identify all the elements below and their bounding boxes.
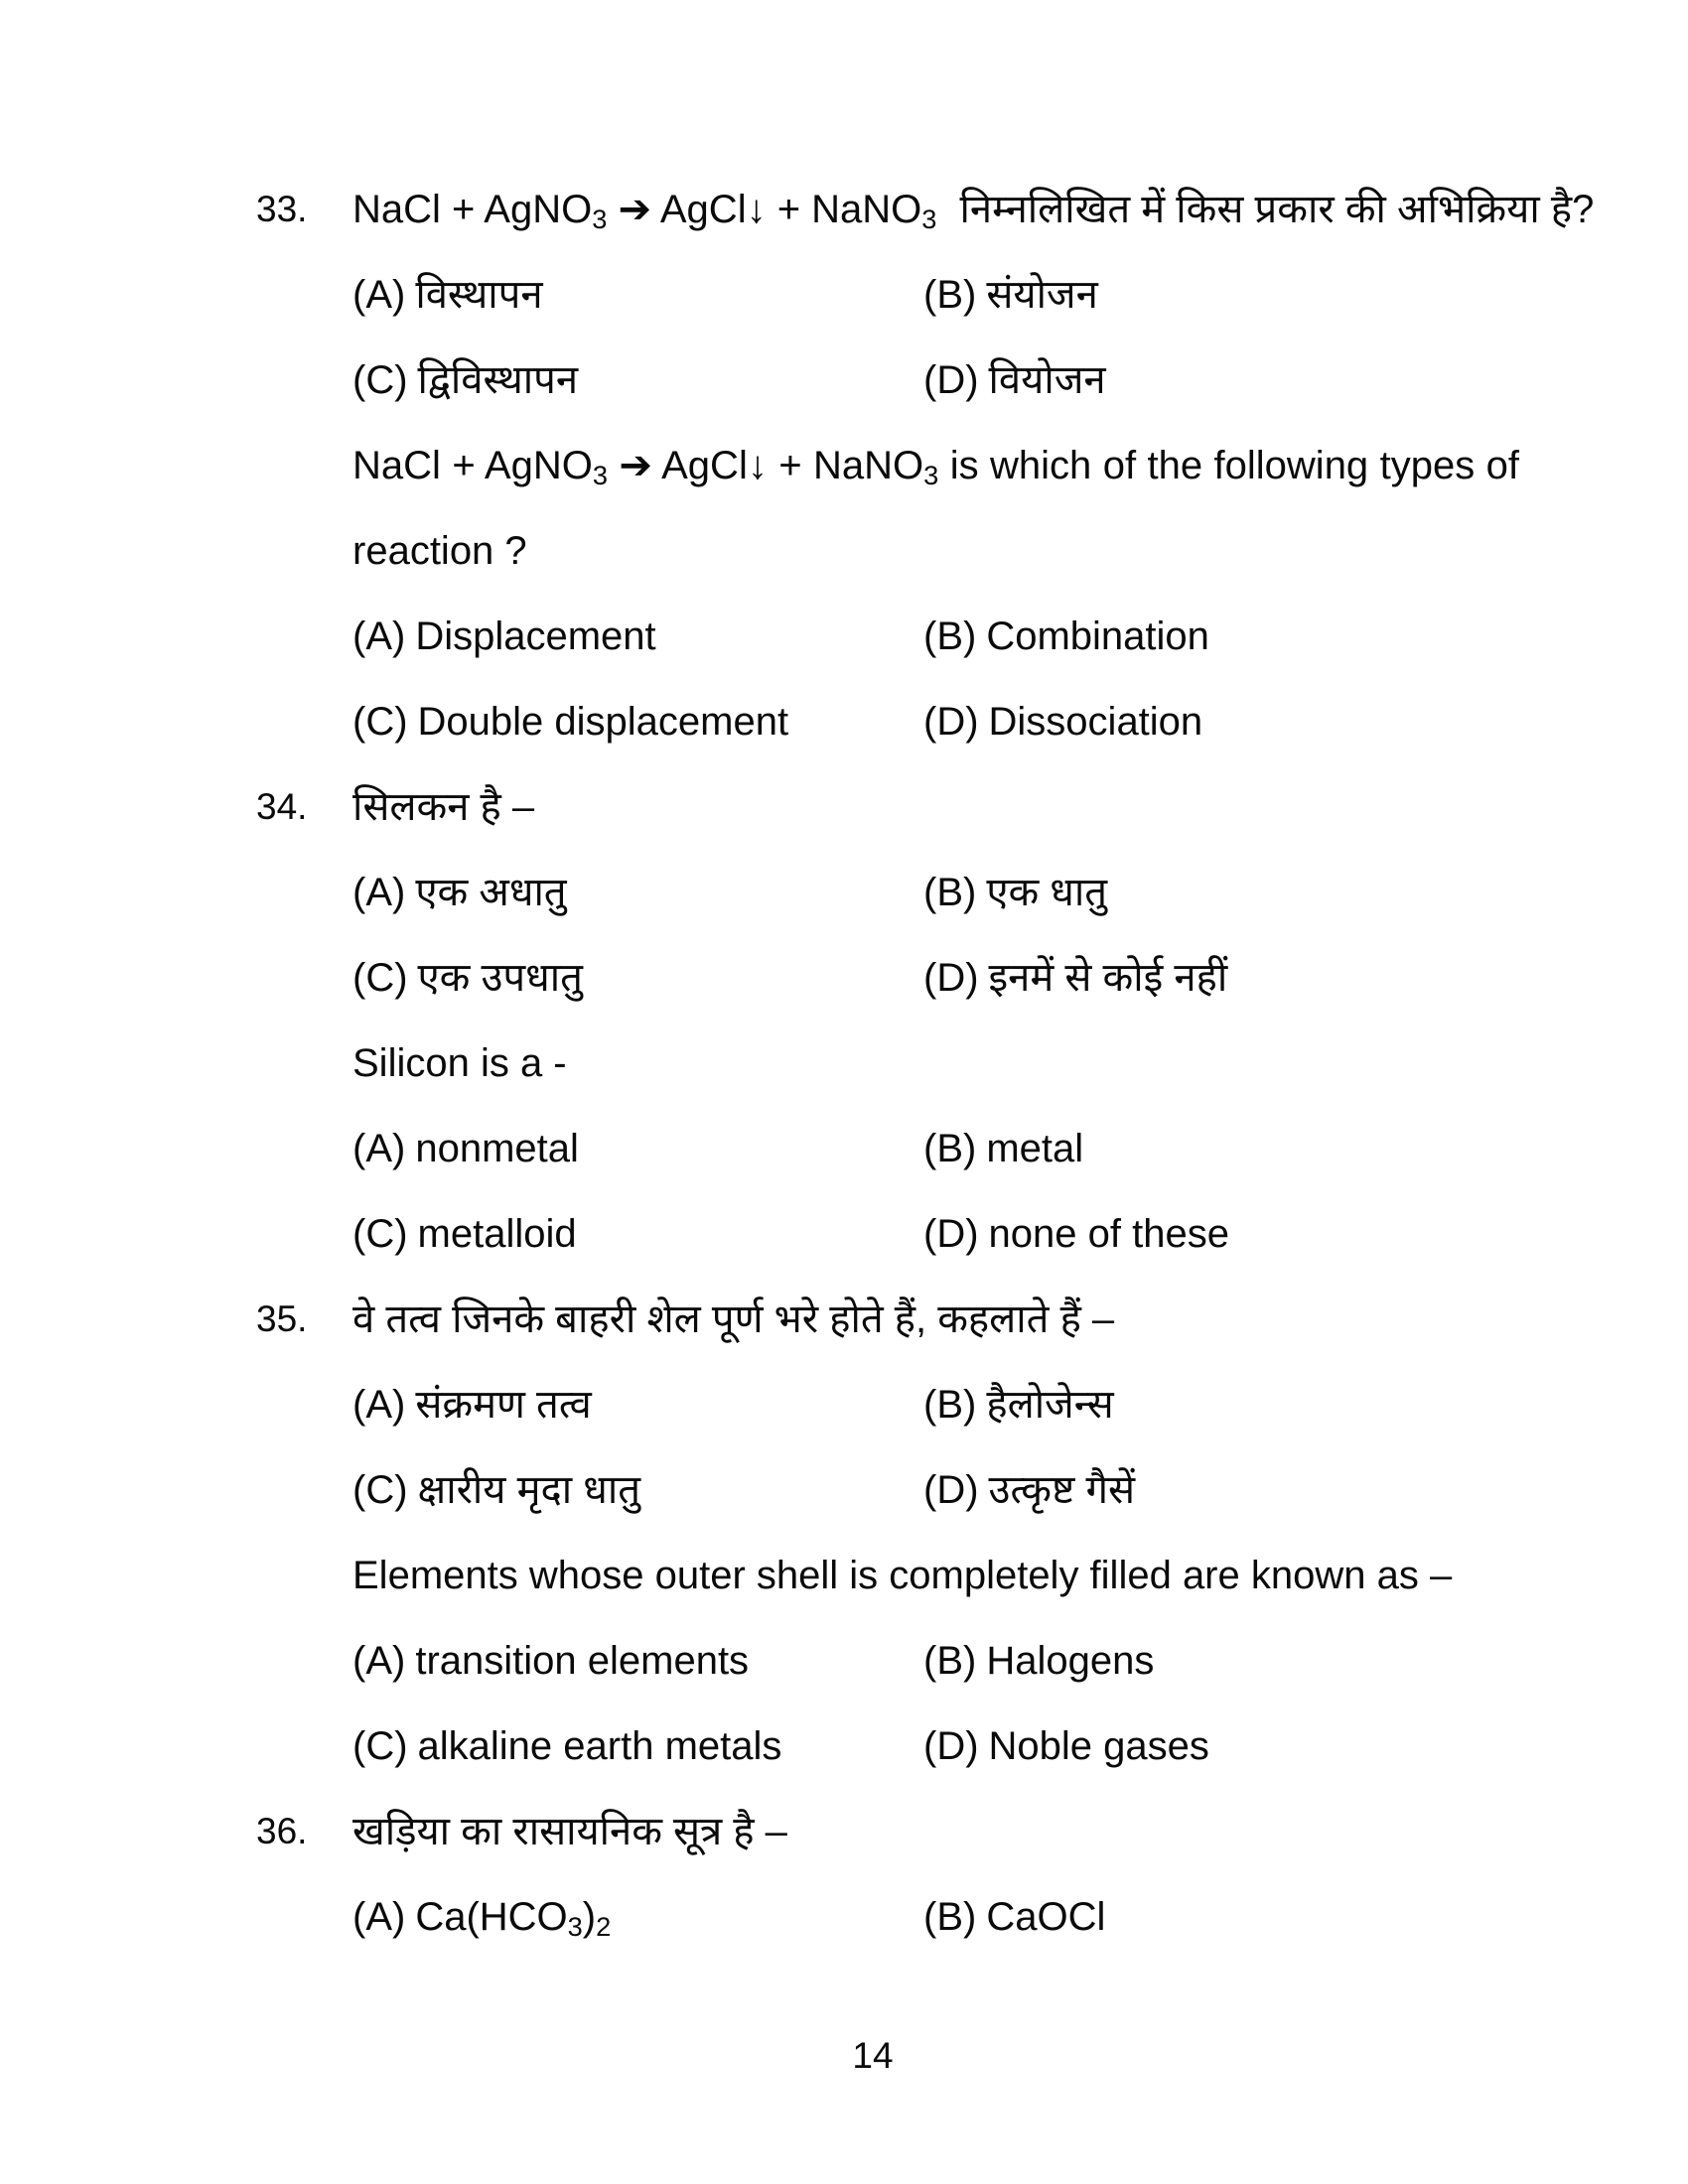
- option-label: (C): [352, 700, 408, 744]
- question-number: 35.: [256, 1298, 308, 1339]
- option-label: (D): [923, 1724, 979, 1768]
- option-label: (C): [352, 1724, 408, 1768]
- option-d-english: [923, 1191, 1519, 1277]
- option-label: (B): [923, 273, 977, 317]
- option-row: [352, 1618, 1519, 1704]
- option-label: (D): [923, 1212, 979, 1256]
- option-d-hindi: [923, 1447, 1519, 1533]
- option-row: [352, 1704, 1519, 1789]
- question-number: 33.: [256, 189, 308, 229]
- option-b-english: [923, 1106, 1519, 1191]
- option-row: [352, 1362, 1519, 1447]
- question-line-english-wrap: [352, 508, 1519, 594]
- option-text: Displacement: [415, 614, 656, 658]
- question-35: [256, 1277, 1519, 1789]
- option-label: (A): [352, 273, 406, 317]
- option-text: द्विविस्थापन: [417, 358, 579, 402]
- question-number: 34.: [256, 786, 308, 827]
- option-c-hindi: [352, 1447, 923, 1533]
- question-36: [256, 1789, 1519, 1960]
- option-text: Double displacement: [417, 700, 789, 744]
- option-label: (A): [352, 1383, 406, 1427]
- question-34: [256, 764, 1519, 1277]
- option-row: [352, 338, 1519, 423]
- option-text: इनमें से कोई नहीं: [988, 956, 1228, 1000]
- option-d-english: [923, 1704, 1519, 1789]
- question-number: 36.: [256, 1811, 308, 1851]
- option-text: वियोजन: [988, 358, 1106, 402]
- option-text: उत्कृष्ट गैसें: [988, 1468, 1136, 1512]
- option-row: [352, 679, 1519, 764]
- question-line-hindi: [256, 167, 1595, 252]
- option-b-english: [923, 1618, 1519, 1704]
- option-a-hindi: [352, 1362, 923, 1447]
- option-text: Halogens: [986, 1639, 1155, 1683]
- option-label: (B): [923, 871, 977, 914]
- option-a-english: [352, 1618, 923, 1704]
- option-row: [352, 594, 1519, 679]
- option-text: एक धातु: [986, 871, 1108, 914]
- option-text: संक्रमण तत्व: [415, 1383, 592, 1427]
- question-text-english: Elements whose outer shell is completely filled are known as –: [352, 1554, 1453, 1597]
- option-label: (A): [352, 1127, 406, 1170]
- question-line-hindi: [256, 764, 1519, 850]
- question-line-english: [352, 423, 1519, 508]
- option-text: Dissociation: [988, 700, 1203, 744]
- option-b-hindi: [923, 252, 1519, 338]
- option-label: (A): [352, 1895, 406, 1939]
- question-33: [256, 167, 1595, 764]
- option-b-hindi: [923, 850, 1519, 935]
- chemical-equation: NaCl + AgNO$_3$ ➔ AgCl↓ + NaNO$_3$ is which of the following types of: [352, 444, 1519, 490]
- option-b-hindi: [923, 1362, 1519, 1447]
- option-a-formula: [352, 1874, 923, 1960]
- option-label: (B): [923, 1127, 977, 1170]
- question-line-english: [352, 1021, 1519, 1106]
- option-label: (C): [352, 358, 408, 402]
- option-row: [352, 252, 1519, 338]
- question-text-hindi: सिलकन है –: [352, 785, 535, 829]
- option-c-hindi: [352, 338, 923, 423]
- option-text: Noble gases: [988, 1724, 1209, 1768]
- option-d-hindi: [923, 935, 1519, 1021]
- questions-area: [256, 167, 1595, 1960]
- option-text: संयोजन: [986, 273, 1098, 317]
- page-number: 14: [852, 2035, 894, 2076]
- option-c-english: [352, 1191, 923, 1277]
- option-text: nonmetal: [415, 1127, 579, 1170]
- question-line-english: [352, 1533, 1519, 1618]
- option-label: (B): [923, 614, 977, 658]
- option-text: transition elements: [415, 1639, 750, 1683]
- option-row: [352, 1447, 1519, 1533]
- option-text: एक उपधातु: [417, 956, 583, 1000]
- option-b-formula: [923, 1874, 1519, 1960]
- option-a-hindi: [352, 850, 923, 935]
- option-label: (B): [923, 1639, 977, 1683]
- option-d-english: [923, 679, 1519, 764]
- option-text: alkaline earth metals: [417, 1724, 782, 1768]
- option-text: Combination: [986, 614, 1209, 658]
- option-c-hindi: [352, 935, 923, 1021]
- option-a-english: [352, 1106, 923, 1191]
- option-text: metalloid: [417, 1212, 577, 1256]
- question-text-english: reaction ?: [352, 529, 527, 573]
- option-d-hindi: [923, 338, 1519, 423]
- chemical-formula: $Ca(HCO_3)_2$: [415, 1895, 612, 1942]
- question-text-hindi: वे तत्व जिनके बाहरी शेल पूर्ण भरे होते हैं, कहलाते हैं –: [352, 1297, 1115, 1341]
- question-text-hindi: खड़िया का रासायनिक सूत्र है –: [352, 1810, 787, 1853]
- option-text: विस्थापन: [415, 273, 543, 317]
- option-row: [352, 1874, 1519, 1960]
- option-label: (D): [923, 1468, 979, 1512]
- option-label: (C): [352, 956, 408, 1000]
- option-label: (A): [352, 871, 406, 914]
- option-text: एक अधातु: [415, 871, 567, 914]
- option-a-english: [352, 594, 923, 679]
- option-a-hindi: [352, 252, 923, 338]
- option-label: (A): [352, 1639, 406, 1683]
- question-line-hindi: [256, 1789, 1519, 1874]
- option-row: [352, 850, 1519, 935]
- question-text-hindi: निम्नलिखित में किस प्रकार की अभिक्रिया है?: [959, 188, 1595, 231]
- option-label: (B): [923, 1895, 977, 1939]
- option-text: क्षारीय मृदा धातु: [417, 1468, 640, 1512]
- question-line-hindi: [256, 1277, 1519, 1362]
- option-row: [352, 1191, 1519, 1277]
- option-text: none of these: [988, 1212, 1229, 1256]
- option-row: [352, 1106, 1519, 1191]
- option-text: हैलोजेन्स: [986, 1383, 1114, 1427]
- chemical-equation: NaCl + AgNO$_3$ ➔ AgCl↓ + NaNO$_3$: [352, 188, 937, 234]
- option-label: (D): [923, 956, 979, 1000]
- option-row: [352, 935, 1519, 1021]
- option-c-english: [352, 679, 923, 764]
- option-label: (A): [352, 614, 406, 658]
- question-text-english: Silicon is a -: [352, 1041, 567, 1085]
- option-text: metal: [986, 1127, 1084, 1170]
- option-label: (B): [923, 1383, 977, 1427]
- chemical-formula: CaOCl: [986, 1895, 1106, 1939]
- option-label: (C): [352, 1212, 408, 1256]
- option-label: (C): [352, 1468, 408, 1512]
- option-c-english: [352, 1704, 923, 1789]
- option-b-english: [923, 594, 1519, 679]
- option-label: (D): [923, 358, 979, 402]
- option-label: (D): [923, 700, 979, 744]
